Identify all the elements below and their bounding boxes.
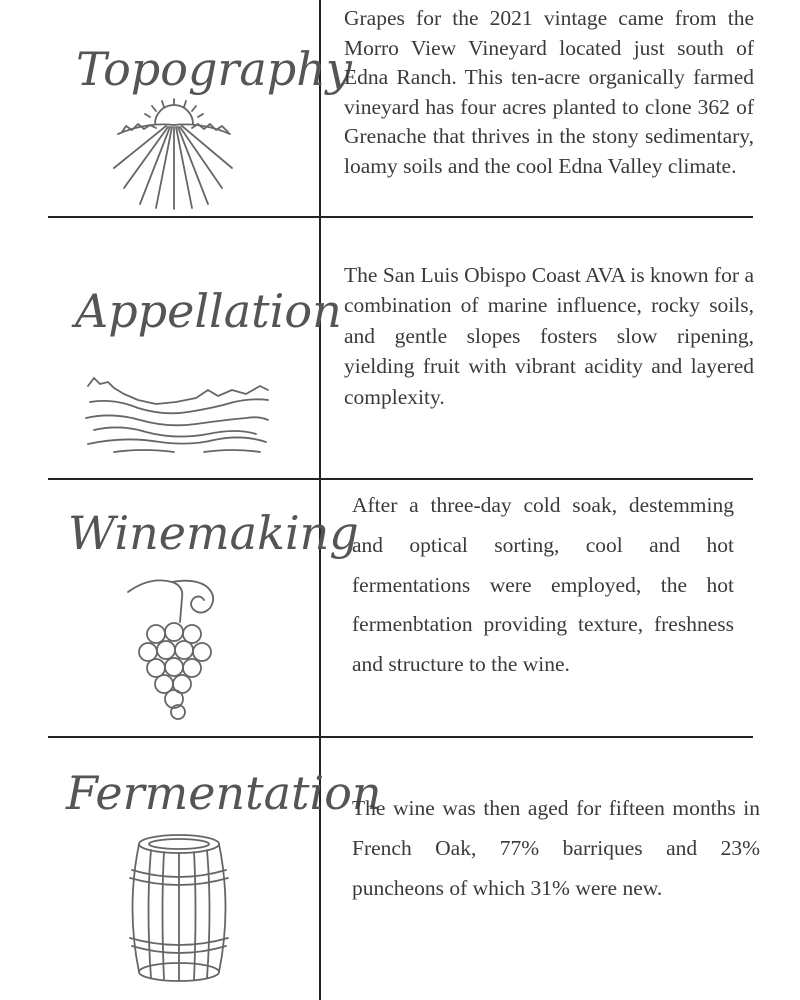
oak-barrel-icon xyxy=(126,832,232,984)
section-text-fermentation: The wine was then aged for fifteen months in French Oak, 77% barriques and 23% puncheons of which 31% were new. xyxy=(352,796,760,900)
section-text-appellation: The San Luis Obispo Coast AVA is known for a combination of marine influence, rocky soils, and gentle slopes fosters slow ripening, yielding fruit with vibrant acidity and layered complexity. xyxy=(344,263,754,409)
row-divider-1 xyxy=(48,216,753,218)
section-title-appellation: Appellation xyxy=(75,284,342,338)
row-divider-3 xyxy=(48,736,753,738)
section-text-topography: Grapes for the 2021 vintage came from the Morro View Vineyard located just south of Edna Ranch. This ten-acre organically farmed vineyard has four acres planted to clone 362 of Grenache that thrives in the stony sedimentary, loamy soils and the cool Edna Valley climate. xyxy=(344,6,754,178)
section-title-winemaking: Winemaking xyxy=(68,506,359,560)
grape-cluster-icon xyxy=(122,574,222,720)
row-divider-2 xyxy=(48,478,753,480)
section-title-topography: Topography xyxy=(76,42,352,96)
column-divider xyxy=(319,0,321,1000)
coastal-hills-icon xyxy=(84,372,270,456)
section-text-winemaking: After a three-day cold soak, destemming and optical sorting, cool and hot fermentations were employed, the hot fermenbtation providing texture, freshness and structure to the wine. xyxy=(352,493,734,677)
vineyard-rows-sunrise-icon xyxy=(112,96,234,210)
section-title-fermentation: Fermentation xyxy=(66,766,382,820)
